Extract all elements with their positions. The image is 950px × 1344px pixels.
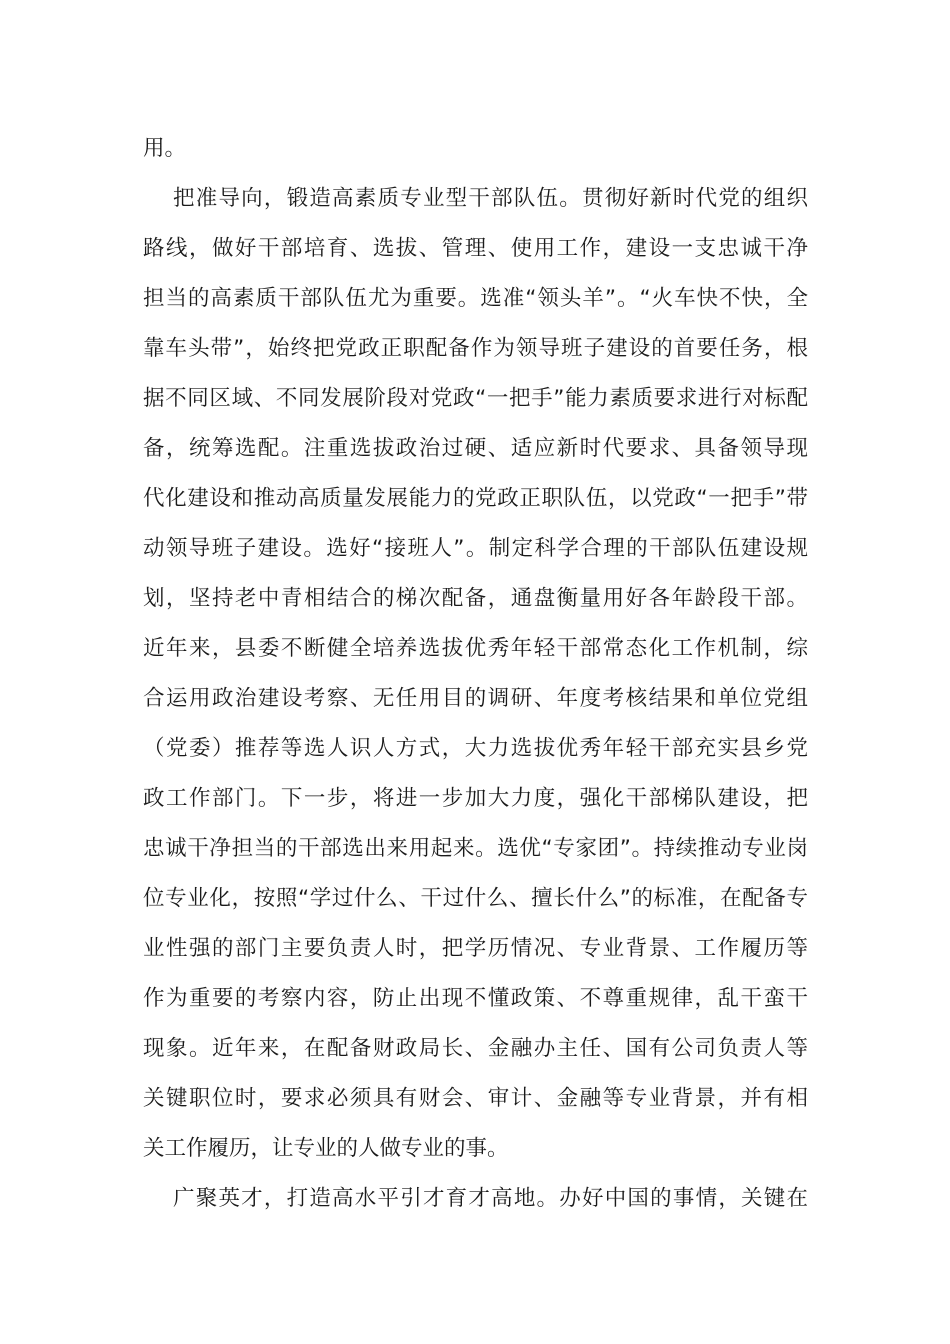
paragraph-line: 忠诚干净担当的干部选出来用起来。选优“专家团”。持续推动专业岗 [143,836,808,861]
body-text [143,124,808,1224]
paragraph-line: 关键职位时，要求必须具有财会、审计、金融等专业背景，并有相 [143,1086,808,1111]
paragraph-line: 担当的高素质干部队伍尤为重要。选准“领头羊”。“火车快不快，全 [143,286,808,311]
paragraph-line: 政工作部门。下一步，将进一步加大力度，强化干部梯队建设，把 [143,786,808,811]
paragraph-line: 关工作履历，让专业的人做专业的事。 [143,1136,509,1161]
paragraph-line: 现象。近年来，在配备财政局长、金融办主任、国有公司负责人等 [143,1036,808,1061]
paragraph-line: 代化建设和推动高质量发展能力的党政正职队伍，以党政“一把手”带 [143,486,808,511]
paragraph-line: 路线，做好干部培育、选拔、管理、使用工作，建设一支忠诚干净 [143,236,808,261]
paragraph-line: 备，统筹选配。注重选拔政治过硬、适应新时代要求、具备领导现 [143,436,808,461]
paragraph-line: 合运用政治建设考察、无任用目的调研、年度考核结果和单位党组 [143,686,808,711]
paragraph-line: 近年来，县委不断健全培养选拔优秀年轻干部常态化工作机制，综 [143,636,808,661]
paragraph-line: 作为重要的考察内容，防止出现不懂政策、不尊重规律，乱干蛮干 [143,986,808,1011]
paragraph-line: 划，坚持老中青相结合的梯次配备，通盘衡量用好各年龄段干部。 [143,586,808,611]
paragraph-line: 据不同区域、不同发展阶段对党政“一把手”能力素质要求进行对标配 [143,386,808,411]
paragraph-line: 把准导向，锻造高素质专业型干部队伍。贯彻好新时代党的组织 [173,186,808,211]
paragraph-line: （党委）推荐等选人识人方式，大力选拔优秀年轻干部充实县乡党 [143,736,808,761]
paragraph-line: 位专业化，按照“学过什么、干过什么、擅长什么”的标准，在配备专 [143,886,808,911]
paragraph-line: 广聚英才，打造高水平引才育才高地。办好中国的事情，关键在 [173,1186,808,1211]
paragraph-line: 靠车头带”，始终把党政正职配备作为领导班子建设的首要任务，根 [143,336,808,361]
paragraph-line: 业性强的部门主要负责人时，把学历情况、专业背景、工作履历等 [143,936,808,961]
paragraph-line: 用。 [143,136,187,161]
paragraph-line: 动领导班子建设。选好“接班人”。制定科学合理的干部队伍建设规 [143,536,808,561]
